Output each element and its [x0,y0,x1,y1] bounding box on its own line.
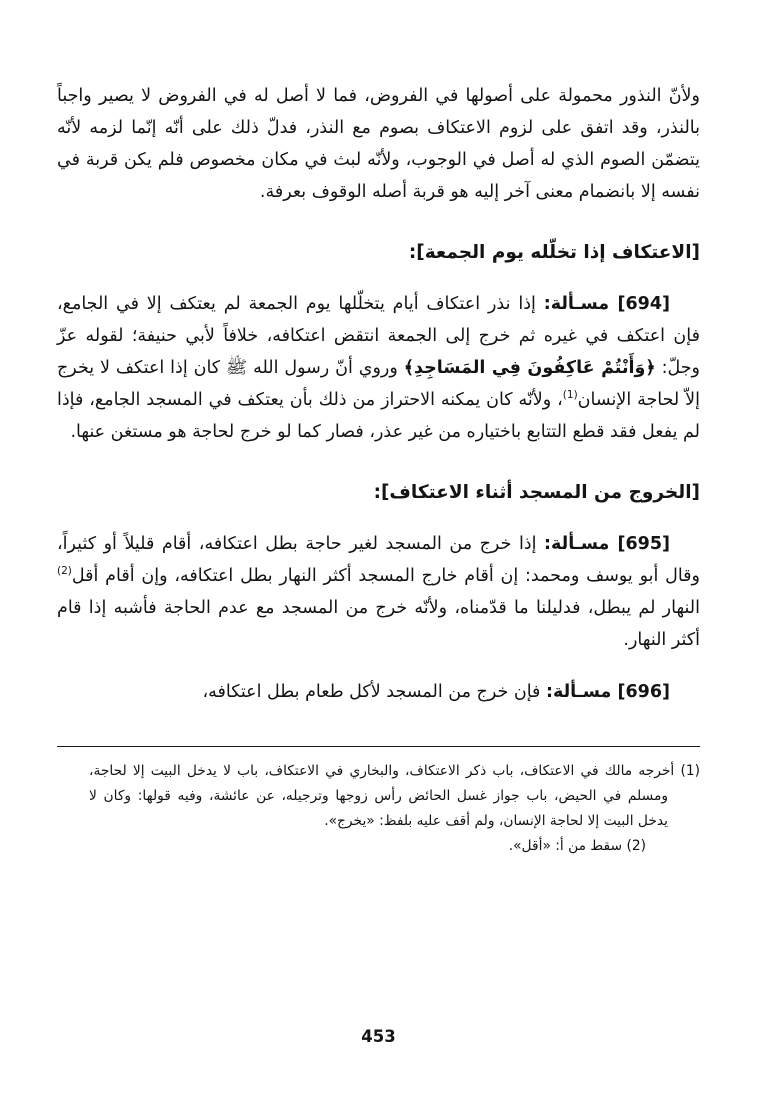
footnote-2 [89,834,646,859]
footnotes-section [57,759,700,859]
masala-694-paragraph [57,288,700,448]
masala-694-text-2: وروي أنّ رسول الله ﷺ كان إذا اعتكف لا يخرج إلاّ لحاجة الإنسان [57,358,700,410]
section-heading-friday-itikaf: [الاعتكاف إذا تخلّله يوم الجمعة]: [408,242,700,263]
masala-696-text-1: فإن خرج من المسجد لأكل طعام بطل اعتكافه، [202,682,541,702]
masala-695-text-1: إذا خرج من المسجد لغير حاجة بطل اعتكافه، أقام قليلاً أو كثيراً، وقال أبو يوسف ومحمد: إن أقام خارج المسجد أكثر النهار بطل اعتكافه، وإن أقام أقل [57,534,700,586]
quran-verse: ﴿وَأَنْتُمْ عَاكِفُونَ فِي المَسَاجِدِ﴾ [403,358,656,378]
section-heading-leaving-mosque: [الخروج من المسجد أثناء الاعتكاف]: [373,482,700,503]
page-number: 453 [361,1027,396,1046]
masala-696-number-label: [696] مسـألة: [546,682,670,702]
masala-695-paragraph [57,528,700,656]
footnote-2-text: سقط من أ: «أقل». [508,838,623,854]
footnote-1 [89,759,700,834]
footnote-2-marker: (2) [626,838,646,854]
masala-694-text-3: ، ولأنّه كان يمكنه الاحتراز من ذلك بأن يعتكف في المسجد الجامع، فإذا لم يفعل فقد قطع التتابع باختياره من غير عذر، فصار كما لو خرج لحاجة هو مستغن عنها. [57,390,700,442]
intro-paragraph: ولأنّ النذور محمولة على أصولها في الفروض، فما لا أصل له في الفروض لا يصير واجباً بالنذر، وقد اتفق على لزوم الاعتكاف بصوم مع النذر، فدلّ ذلك على أنّه إنّما لزمه لأنّه يتضمّن الصوم الذي له أصل في الوجوب، ولأنّه لبث في مكان مخصوص فلم يكن قربة في نفسه إلا بانضمام معنى آخر إليه هو قربة أصله الوقوف بعرفة. [57,86,700,202]
masala-695-number-label: [695] مسـألة: [544,534,670,554]
footnote-divider [57,746,700,747]
masala-696-paragraph [57,676,700,708]
masala-695-text-2: النهار لم يبطل، فدليلنا ما قدّمناه، ولأنّه خرج من المسجد مع عدم الحاجة فأشبه إذا قام أكثر النهار. [57,598,700,650]
footnote-1-marker: (1) [680,763,700,779]
footnote-ref-1: (1) [562,389,578,402]
masala-694-number-label: [694] مسـألة: [543,294,670,314]
footnote-1-text: أخرجه مالك في الاعتكاف، باب ذكر الاعتكاف، والبخاري في الاعتكاف، باب لا يدخل البيت إلا لحاجة، ومسلم في الحيض، باب جواز غسل الحائض رأس زوجها وترجيله، عن عائشة، وفيه قولها: وكان لا يدخل البيت إلا لحاجة الإنسان، ولم أقف عليه بلفظ: «يخرج». [89,763,675,829]
footnote-ref-2: (2) [57,565,72,578]
masala-694-text-1: إذا نذر اعتكاف أيام يتخلّلها يوم الجمعة لم يعتكف إلا في الجامع، فإن اعتكف في غيره ثم خرج إلى الجمعة انتقض اعتكافه، خلافاً لأبي حنيفة؛ لقوله عزّ وجلّ: [57,294,700,378]
